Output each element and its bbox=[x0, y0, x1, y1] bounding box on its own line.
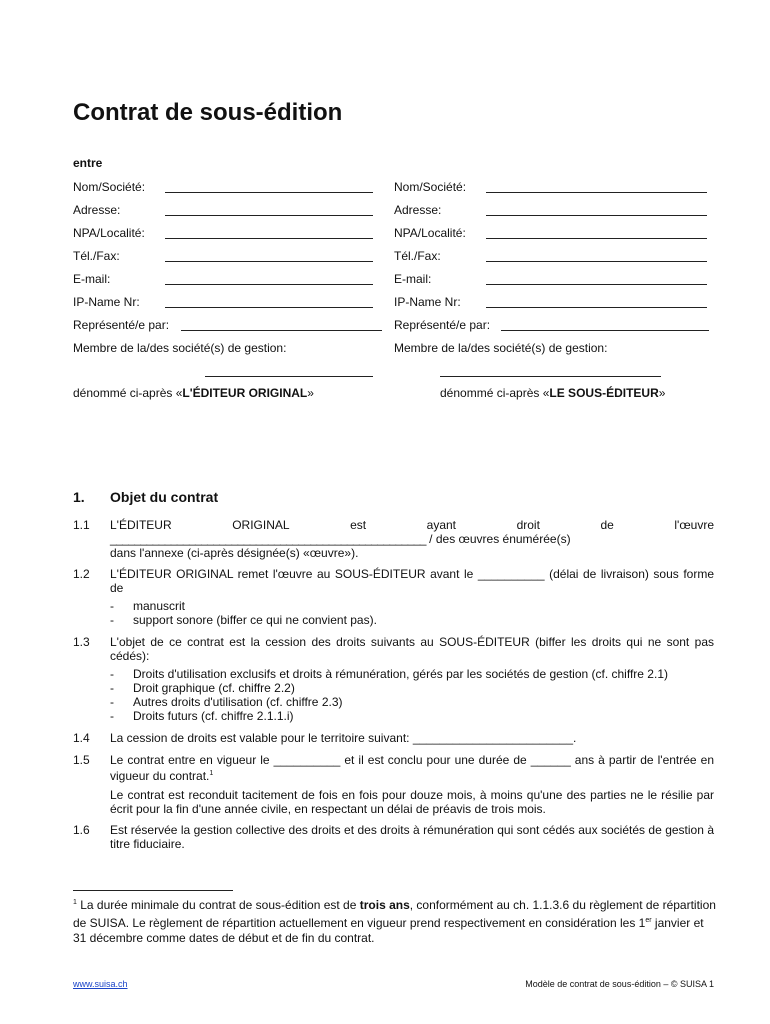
left-represented-line bbox=[181, 330, 382, 331]
list-item: support sonore (biffer ce qui ne convient pas). bbox=[133, 613, 377, 627]
right-field-line bbox=[486, 307, 707, 308]
clause-number: 1.1 bbox=[73, 518, 90, 532]
list-item: Droit graphique (cf. chiffre 2.2) bbox=[133, 681, 295, 695]
clause-number: 1.4 bbox=[73, 731, 90, 745]
list-bullet: - bbox=[110, 681, 114, 695]
list-item: Droits d'utilisation exclusifs et droits à rémunération, gérés par les sociétés de gestion (cf. chiffre 2.1) bbox=[133, 667, 668, 681]
left-field-line bbox=[165, 215, 373, 216]
clause-number: 1.6 bbox=[73, 823, 90, 837]
left-field-label: Tél./Fax: bbox=[73, 249, 120, 263]
clause-number: 1.5 bbox=[73, 753, 90, 767]
list-bullet: - bbox=[110, 709, 114, 723]
clause-1-1-line1: L'ÉDITEUR ORIGINAL est ayant droit de l'œuvre bbox=[110, 518, 714, 532]
left-field-label: Nom/Société: bbox=[73, 180, 146, 194]
original-publisher-name: L'ÉDITEUR ORIGINAL bbox=[182, 386, 308, 400]
clause-1-1-line2: ____________________________________________________ / des œuvres énumérée(s) bbox=[110, 532, 571, 546]
clause-1-5-text: Le contrat entre en vigueur le __________ et il est conclu pour une durée de ______ ans à partir de l'entrée en vigueur du contrat.$^1$ bbox=[110, 753, 714, 783]
list-item: Droits futurs (cf. chiffre 2.1.1.i) bbox=[133, 709, 294, 723]
left-field-line bbox=[165, 284, 373, 285]
footer-page-info: Modèle de contrat de sous-édition – © SUISA 1 bbox=[525, 979, 714, 989]
right-field-label: Nom/Société: bbox=[394, 180, 467, 194]
footnote: $^1$ La durée minimale du contrat de sous-édition est de trois ans, conformément au ch. 1.1.3.6 du règlement de répartition de SUISA. Le règlement de répartition actuellement en vigueur prend respectivement en considération les 1er janvier et 31 décembre comme dates de début et de fin du contrat. bbox=[73, 898, 716, 945]
left-member-line bbox=[205, 376, 373, 377]
section-number: 1. bbox=[73, 489, 85, 505]
right-field-label: Tél./Fax: bbox=[394, 249, 441, 263]
left-field-line bbox=[165, 307, 373, 308]
left-member-label: Membre de la/des société(s) de gestion: bbox=[73, 341, 287, 355]
right-designation: dénommé ci-après «LE SOUS-ÉDITEUR» bbox=[440, 386, 666, 400]
right-field-line bbox=[486, 261, 707, 262]
clause-1-5-text-2: Le contrat est reconduit tacitement de fois en fois pour douze mois, à moins qu'une des parties ne le résilie par écrit pour la fin d'une année civile, en respectant un délai de préavis de trois mois. bbox=[110, 788, 714, 816]
right-member-line bbox=[440, 376, 661, 377]
document-title: Contrat de sous-édition bbox=[73, 99, 343, 126]
right-represented-label: Représenté/e par: bbox=[394, 318, 491, 332]
right-field-line bbox=[486, 192, 707, 193]
list-bullet: - bbox=[110, 613, 114, 627]
section-title: Objet du contrat bbox=[110, 489, 219, 505]
left-field-line bbox=[165, 261, 373, 262]
left-designation: dénommé ci-après «L'ÉDITEUR ORIGINAL» bbox=[73, 386, 314, 400]
list-bullet: - bbox=[110, 599, 114, 613]
between-label: entre bbox=[73, 156, 103, 170]
right-field-label: Adresse: bbox=[394, 203, 442, 217]
right-field-line bbox=[486, 284, 707, 285]
list-item: Autres droits d'utilisation (cf. chiffre 2.3) bbox=[133, 695, 343, 709]
right-field-line bbox=[486, 215, 707, 216]
right-field-label: IP-Name Nr: bbox=[394, 295, 461, 309]
left-field-label: E-mail: bbox=[73, 272, 111, 286]
footnote-separator bbox=[73, 890, 233, 891]
clause-1-3-text: L'objet de ce contrat est la cession des droits suivants au SOUS-ÉDITEUR (biffer les droits qui ne sont pas cédés): bbox=[110, 635, 714, 663]
right-field-label: NPA/Localité: bbox=[394, 226, 466, 240]
list-bullet: - bbox=[110, 667, 114, 681]
left-field-line bbox=[165, 192, 373, 193]
sub-publisher-name: LE SOUS-ÉDITEUR bbox=[549, 386, 659, 400]
clause-1-1-line3: dans l'annexe (ci-après désignée(s) «œuvre»). bbox=[110, 546, 359, 560]
right-represented-line bbox=[501, 330, 709, 331]
left-field-label: IP-Name Nr: bbox=[73, 295, 140, 309]
right-member-label: Membre de la/des société(s) de gestion: bbox=[394, 341, 608, 355]
left-field-label: Adresse: bbox=[73, 203, 121, 217]
clause-number: 1.3 bbox=[73, 635, 90, 649]
left-represented-label: Représenté/e par: bbox=[73, 318, 170, 332]
left-field-line bbox=[165, 238, 373, 239]
clause-1-6-text: Est réservée la gestion collective des droits et des droits à rémunération qui sont cédés aux sociétés de gestion à titre fiduciaire. bbox=[110, 823, 714, 851]
right-field-label: E-mail: bbox=[394, 272, 432, 286]
clause-1-2-text: L'ÉDITEUR ORIGINAL remet l'œuvre au SOUS-ÉDITEUR avant le __________ (délai de livraison) sous forme de bbox=[110, 567, 714, 595]
footnote-reference: 1 bbox=[209, 770, 214, 777]
list-item: manuscrit bbox=[133, 599, 186, 613]
left-field-label: NPA/Localité: bbox=[73, 226, 145, 240]
list-bullet: - bbox=[110, 695, 114, 709]
right-field-line bbox=[486, 238, 707, 239]
clause-number: 1.2 bbox=[73, 567, 90, 581]
clause-1-4-text: La cession de droits est valable pour le territoire suivant: ________________________. bbox=[110, 731, 577, 745]
footer-link[interactable]: www.suisa.ch bbox=[73, 979, 128, 989]
